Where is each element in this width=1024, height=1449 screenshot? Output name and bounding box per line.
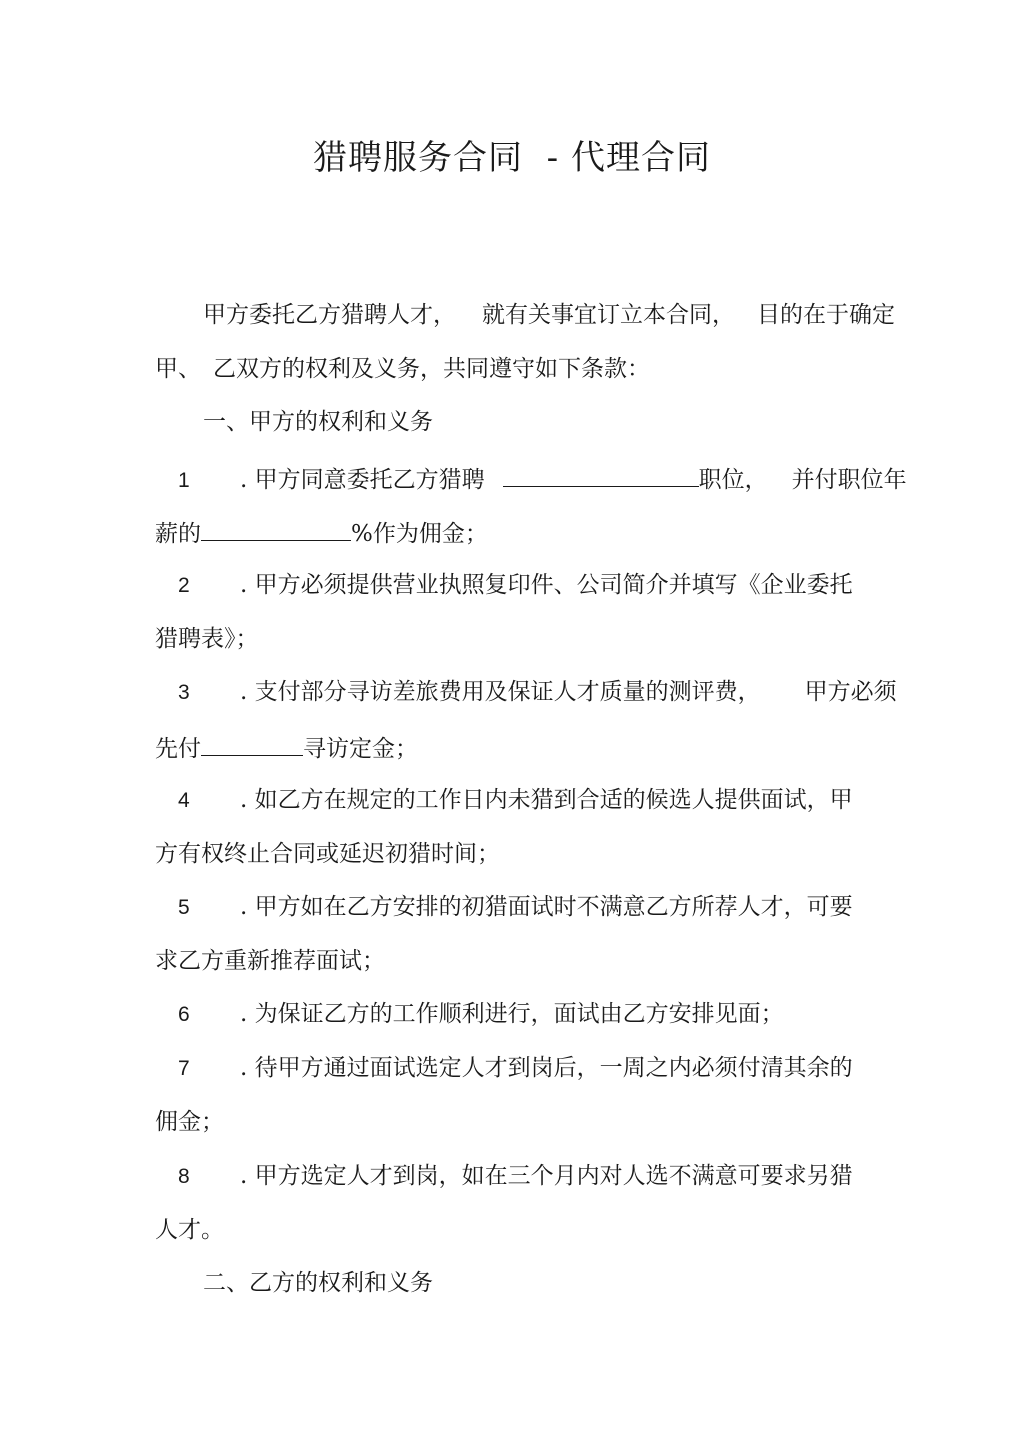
clause-text: 甲方必须 [804, 679, 897, 705]
intro-line-1 [203, 300, 895, 330]
position-blank[interactable] [503, 462, 699, 487]
clause-text: %作为佣金； [351, 521, 488, 547]
clause-text: . 为保证乙方的工作顺利进行，面试由乙方安排见面； [240, 1001, 784, 1027]
deposit-blank[interactable] [201, 731, 303, 756]
intro-text: 就有关事宜订立本合同， [482, 302, 735, 328]
clause-5-cont: 求乙方重新推荐面试； [155, 948, 385, 974]
clause-text: . 甲方同意委托乙方猎聘 [240, 467, 485, 493]
clause-number: 2 [178, 574, 190, 597]
clause-text: . 待甲方通过面试选定人才到岗后，一周之内必须付清其余的 [240, 1055, 853, 1081]
clause-7-cont: 佣金； [155, 1109, 224, 1135]
clause-number: 8 [178, 1165, 190, 1188]
clause-text: . 甲方选定人才到岗，如在三个月内对人选不满意可要求另猎 [240, 1163, 853, 1189]
intro-line-2 [155, 354, 650, 384]
intro-text: 目的在于确定 [757, 302, 895, 328]
salary-percent-blank[interactable] [201, 516, 351, 541]
section-heading-1: 一、甲方的权利和义务 [203, 409, 433, 435]
clause-text: 并付职位年 [791, 467, 907, 493]
clause-6 [178, 999, 784, 1030]
clause-number: 6 [178, 1003, 190, 1026]
clause-text: . 支付部分寻访差旅费用及保证人才质量的测评费， [240, 679, 761, 705]
clause-2-cont: 猎聘表》； [155, 626, 259, 652]
clause-8 [178, 1161, 853, 1192]
intro-text: 甲方委托乙方猎聘人才， [203, 302, 456, 328]
clause-number: 5 [178, 896, 190, 919]
section-heading-2: 二、乙方的权利和义务 [203, 1270, 433, 1296]
clause-number: 7 [178, 1057, 190, 1080]
clause-number: 3 [178, 681, 190, 704]
clause-text: . 甲方如在乙方安排的初猎面试时不满意乙方所荐人才，可要 [240, 894, 853, 920]
document-title: 猎聘服务合同 - 代理合同 [313, 138, 711, 178]
clause-text: 薪的 [155, 521, 201, 547]
intro-text: 乙双方的权利及义务，共同遵守如下条款： [213, 356, 650, 382]
clause-8-cont: 人才。 [155, 1217, 224, 1243]
clause-3-cont [155, 731, 418, 764]
intro-text: 甲、 [155, 356, 201, 382]
clause-1-cont [155, 516, 488, 549]
clause-text: 职位， [698, 467, 768, 493]
clause-number: 4 [178, 789, 190, 812]
clause-number: 1 [178, 469, 190, 492]
clause-text: . 如乙方在规定的工作日内未猎到合适的候选人提供面试，甲 [240, 787, 853, 813]
clause-2 [178, 570, 853, 601]
clause-7 [178, 1053, 853, 1084]
clause-5 [178, 892, 853, 923]
clause-text: 寻访定金； [303, 736, 418, 762]
clause-1 [178, 462, 907, 496]
clause-text: 先付 [155, 736, 201, 762]
clause-text: . 甲方必须提供营业执照复印件、公司简介并填写《企业委托 [240, 572, 853, 598]
clause-3 [178, 677, 897, 708]
clause-4 [178, 785, 853, 816]
clause-4-cont: 方有权终止合同或延迟初猎时间； [155, 841, 500, 867]
